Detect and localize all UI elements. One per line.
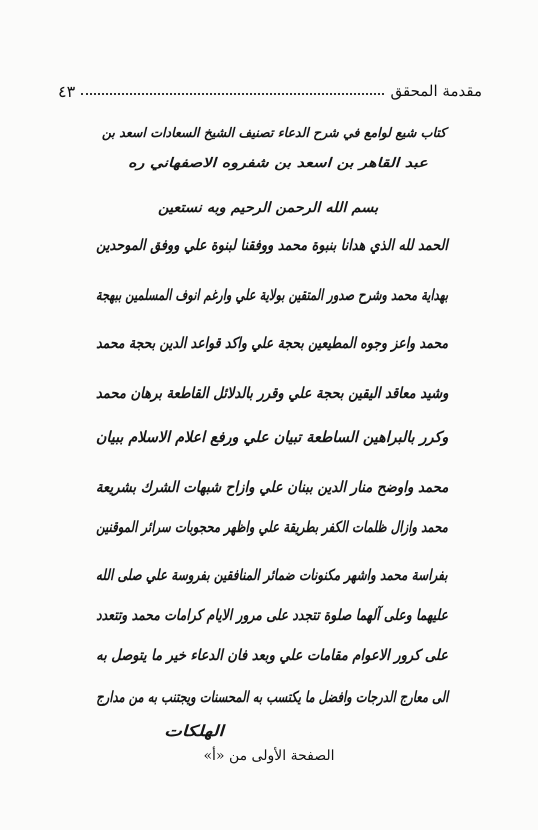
- manuscript-line: بفراسة محمد واشهر مكنونات ضمائر المنافقين بفروسة علي صلى الله: [96, 566, 448, 584]
- figure-caption: الصفحة الأولى من «أ»: [203, 748, 335, 764]
- manuscript-line: الحمد لله الذي هدانا بنبوة محمد ووفقنا لبنوة علي ووفق الموحدين: [96, 236, 448, 254]
- manuscript-line: بهداية محمد وشرح صدور المتقين بولاية علي وارغم انوف المسلمين ببهجة: [95, 286, 448, 304]
- manuscript-page: [95, 126, 448, 740]
- manuscript-line: كتاب شيع لوامع في شرح الدعاء تصنيف الشيخ السعادات اسعد بن: [101, 126, 446, 141]
- manuscript-line: محمد واعز وجوه المطيعين بحجة علي واكد قواعد الدين بحجة محمد: [96, 334, 448, 352]
- manuscript-line: عليهما وعلى آلهما صلوة تتجدد على مرور الايام كرامات محمد وتتعدد: [96, 606, 448, 624]
- dotted-leader: [81, 93, 384, 95]
- manuscript-line: بسم الله الرحمن الرحيم وبه نستعين: [157, 200, 378, 216]
- manuscript-line: عبد القاهر بن اسعد بن شفروه الاصفهاني ره: [128, 156, 428, 171]
- manuscript-line: وشيد معاقد اليقين بحجة علي وقرر بالدلائل القاطعة برهان محمد: [95, 384, 448, 402]
- page-number: ٤٣: [58, 81, 76, 101]
- page-header: [58, 80, 482, 102]
- manuscript-line: محمد واوضح منار الدين ببنان علي وازاح شبهات الشرك بشريعة: [95, 478, 448, 496]
- manuscript-line: الى معارج الدرجات وافضل ما يكتسب به المحسنات ويجتنب به من مدارج: [95, 688, 448, 706]
- running-title: مقدمة المحقق: [390, 82, 482, 100]
- manuscript-line: على كرور الاعوام مقامات علي وبعد فان الدعاء خير ما يتوصل به: [96, 646, 448, 664]
- manuscript-line: وكرر بالبراهين الساطعة تبيان علي ورفع اعلام الاسلام ببيان: [95, 428, 448, 446]
- manuscript-line: محمد وازال ظلمات الكفر بطريقة علي واظهر محجوبات سرائر الموقنين: [96, 518, 448, 536]
- manuscript-line: الهلكات: [164, 722, 224, 740]
